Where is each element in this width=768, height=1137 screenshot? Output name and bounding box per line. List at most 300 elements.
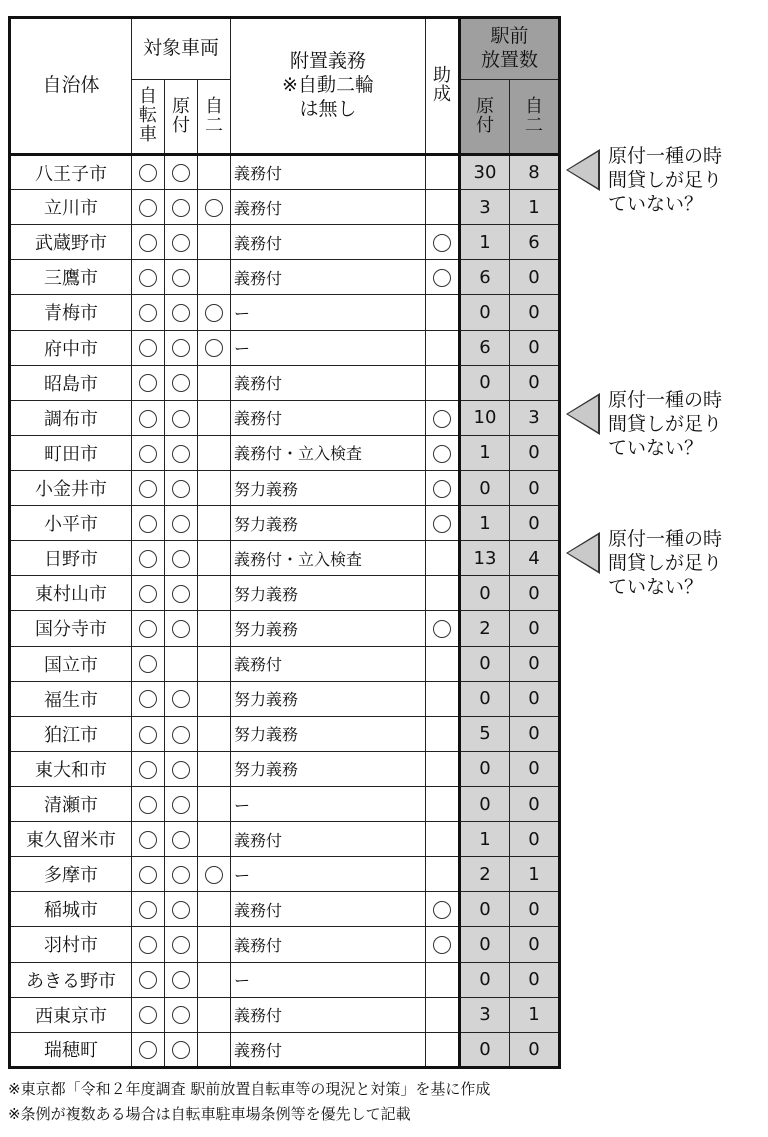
moped-count-cell: 0 bbox=[460, 786, 510, 821]
moped-cell bbox=[165, 611, 198, 646]
moto-count-cell: 1 bbox=[510, 190, 560, 225]
moped-count-cell: 1 bbox=[460, 506, 510, 541]
obligation-cell: 義務付 bbox=[231, 400, 426, 435]
circle-mark bbox=[205, 199, 223, 217]
header-station-abandoned-line2: 放置数 bbox=[481, 49, 539, 71]
circle-mark bbox=[139, 515, 157, 533]
circle-mark bbox=[139, 796, 157, 814]
moto-count-cell: 0 bbox=[510, 260, 560, 295]
moped-count-cell: 0 bbox=[460, 1032, 510, 1067]
circle-mark bbox=[205, 866, 223, 884]
circle-mark bbox=[139, 620, 157, 638]
motorcycle-cell bbox=[198, 751, 231, 786]
moto-count-cell: 3 bbox=[510, 400, 560, 435]
bicycle-cell bbox=[132, 155, 165, 190]
city-cell: 瑞穂町 bbox=[10, 1032, 132, 1067]
city-cell: 小平市 bbox=[10, 506, 132, 541]
city-cell: 小金井市 bbox=[10, 470, 132, 505]
bicycle-cell bbox=[132, 611, 165, 646]
moto-count-cell: 0 bbox=[510, 786, 560, 821]
subsidy-cell bbox=[426, 646, 460, 681]
circle-mark bbox=[172, 550, 190, 568]
moto-count-cell: 0 bbox=[510, 892, 560, 927]
circle-mark bbox=[139, 410, 157, 428]
bicycle-cell bbox=[132, 681, 165, 716]
circle-mark bbox=[172, 515, 190, 533]
moto-count-cell: 8 bbox=[510, 155, 560, 190]
circle-mark bbox=[139, 831, 157, 849]
bicycle-cell bbox=[132, 962, 165, 997]
table-row bbox=[10, 190, 560, 225]
moped-cell bbox=[165, 576, 198, 611]
table-row bbox=[10, 611, 560, 646]
motorcycle-cell bbox=[198, 716, 231, 751]
arrow-fill-icon bbox=[568, 396, 598, 432]
callout-text: 原付一種の時 間貸しが足り ていない？ bbox=[608, 527, 723, 598]
circle-mark bbox=[172, 901, 190, 919]
circle-mark bbox=[139, 1041, 157, 1059]
moped-cell bbox=[165, 892, 198, 927]
bicycle-cell bbox=[132, 260, 165, 295]
table-row bbox=[10, 927, 560, 962]
table-row bbox=[10, 470, 560, 505]
subsidy-cell bbox=[426, 857, 460, 892]
motorcycle-cell bbox=[198, 330, 231, 365]
moped-cell bbox=[165, 365, 198, 400]
obligation-cell: 義務付 bbox=[231, 225, 426, 260]
city-cell: 羽村市 bbox=[10, 927, 132, 962]
subsidy-cell bbox=[426, 611, 460, 646]
table-row bbox=[10, 857, 560, 892]
bicycle-cell bbox=[132, 225, 165, 260]
obligation-cell: 義務付・立入検査 bbox=[231, 435, 426, 470]
moto-count-cell: 0 bbox=[510, 962, 560, 997]
callout-text: 原付一種の時 間貸しが足り ていない？ bbox=[608, 388, 723, 459]
moped-cell bbox=[165, 681, 198, 716]
motorcycle-cell bbox=[198, 506, 231, 541]
motorcycle-cell bbox=[198, 962, 231, 997]
subsidy-cell bbox=[426, 786, 460, 821]
bicycle-cell bbox=[132, 541, 165, 576]
moped-cell bbox=[165, 716, 198, 751]
motorcycle-cell bbox=[198, 190, 231, 225]
moped-count-cell: 0 bbox=[460, 681, 510, 716]
circle-mark bbox=[139, 550, 157, 568]
moped-count-cell: 6 bbox=[460, 330, 510, 365]
moped-cell bbox=[165, 330, 198, 365]
obligation-cell: 努力義務 bbox=[231, 506, 426, 541]
table-row bbox=[10, 400, 560, 435]
circle-mark bbox=[433, 936, 451, 954]
obligation-cell: 義務付 bbox=[231, 190, 426, 225]
motorcycle-cell bbox=[198, 892, 231, 927]
obligation-cell: ー bbox=[231, 786, 426, 821]
moped-count-cell: 0 bbox=[460, 470, 510, 505]
subsidy-cell bbox=[426, 681, 460, 716]
header-moped: 原 付 bbox=[165, 80, 198, 155]
moped-cell bbox=[165, 155, 198, 190]
table-row bbox=[10, 751, 560, 786]
table-row bbox=[10, 330, 560, 365]
moped-count-cell: 6 bbox=[460, 260, 510, 295]
circle-mark bbox=[172, 410, 190, 428]
moped-count-cell: 13 bbox=[460, 541, 510, 576]
moto-count-cell: 0 bbox=[510, 470, 560, 505]
subsidy-cell bbox=[426, 260, 460, 295]
circle-mark bbox=[139, 269, 157, 287]
subsidy-cell bbox=[426, 365, 460, 400]
circle-mark bbox=[433, 410, 451, 428]
circle-mark bbox=[433, 620, 451, 638]
motorcycle-cell bbox=[198, 1032, 231, 1067]
subsidy-cell bbox=[426, 330, 460, 365]
footnote-priority: ※条例が複数ある場合は自転車駐車場条例等を優先して記載 bbox=[8, 1105, 411, 1123]
circle-mark bbox=[433, 480, 451, 498]
circle-mark bbox=[139, 901, 157, 919]
subsidy-cell bbox=[426, 576, 460, 611]
bicycle-cell bbox=[132, 295, 165, 330]
moto-count-cell: 0 bbox=[510, 576, 560, 611]
moped-count-cell: 2 bbox=[460, 857, 510, 892]
obligation-cell: 義務付 bbox=[231, 260, 426, 295]
circle-mark bbox=[139, 1006, 157, 1024]
subsidy-cell bbox=[426, 435, 460, 470]
moped-cell bbox=[165, 822, 198, 857]
subsidy-cell bbox=[426, 997, 460, 1032]
moped-cell bbox=[165, 997, 198, 1032]
circle-mark bbox=[433, 234, 451, 252]
motorcycle-cell bbox=[198, 786, 231, 821]
motorcycle-cell bbox=[198, 857, 231, 892]
city-cell: 清瀬市 bbox=[10, 786, 132, 821]
moped-count-cell: 10 bbox=[460, 400, 510, 435]
city-cell: 青梅市 bbox=[10, 295, 132, 330]
obligation-cell: 努力義務 bbox=[231, 751, 426, 786]
header-municipality: 自治体 bbox=[10, 18, 132, 155]
moto-count-cell: 0 bbox=[510, 751, 560, 786]
city-cell: あきる野市 bbox=[10, 962, 132, 997]
motorcycle-cell bbox=[198, 225, 231, 260]
moped-cell bbox=[165, 435, 198, 470]
obligation-cell: 努力義務 bbox=[231, 716, 426, 751]
obligation-cell: 義務付 bbox=[231, 155, 426, 190]
table-row bbox=[10, 822, 560, 857]
header-moped-count: 原 付 bbox=[460, 80, 510, 155]
header-bicycle: 自 転 車 bbox=[132, 80, 165, 155]
bicycle-cell bbox=[132, 1032, 165, 1067]
moped-count-cell: 0 bbox=[460, 295, 510, 330]
motorcycle-cell bbox=[198, 646, 231, 681]
moped-count-cell: 0 bbox=[460, 365, 510, 400]
motorcycle-cell bbox=[198, 541, 231, 576]
circle-mark bbox=[139, 971, 157, 989]
header-obligation bbox=[231, 18, 426, 155]
city-cell: 稲城市 bbox=[10, 892, 132, 927]
city-cell: 昭島市 bbox=[10, 365, 132, 400]
circle-mark bbox=[172, 761, 190, 779]
moped-cell bbox=[165, 857, 198, 892]
moto-count-cell: 0 bbox=[510, 927, 560, 962]
moto-count-cell: 0 bbox=[510, 646, 560, 681]
moto-count-cell: 0 bbox=[510, 330, 560, 365]
table-row bbox=[10, 541, 560, 576]
subsidy-cell bbox=[426, 751, 460, 786]
moped-count-cell: 1 bbox=[460, 225, 510, 260]
table-row bbox=[10, 681, 560, 716]
circle-mark bbox=[139, 866, 157, 884]
table-row bbox=[10, 365, 560, 400]
table-row bbox=[10, 1032, 560, 1067]
obligation-cell: 努力義務 bbox=[231, 470, 426, 505]
bicycle-cell bbox=[132, 646, 165, 681]
moto-count-cell: 0 bbox=[510, 365, 560, 400]
moped-count-cell: 0 bbox=[460, 927, 510, 962]
moped-cell bbox=[165, 541, 198, 576]
bicycle-cell bbox=[132, 786, 165, 821]
moped-cell bbox=[165, 962, 198, 997]
obligation-cell: 義務付 bbox=[231, 646, 426, 681]
city-cell: 東久留米市 bbox=[10, 822, 132, 857]
footnotes bbox=[8, 1077, 490, 1127]
moped-cell bbox=[165, 646, 198, 681]
circle-mark bbox=[172, 585, 190, 603]
moto-count-cell: 0 bbox=[510, 435, 560, 470]
moto-count-cell: 0 bbox=[510, 295, 560, 330]
moped-count-cell: 3 bbox=[460, 997, 510, 1032]
callout-note bbox=[568, 527, 764, 607]
moped-cell bbox=[165, 260, 198, 295]
obligation-cell: 義務付・立入検査 bbox=[231, 541, 426, 576]
moto-count-cell: 4 bbox=[510, 541, 560, 576]
moped-count-cell: 30 bbox=[460, 155, 510, 190]
subsidy-cell bbox=[426, 225, 460, 260]
city-cell: 武蔵野市 bbox=[10, 225, 132, 260]
obligation-cell: 努力義務 bbox=[231, 681, 426, 716]
moped-count-cell: 2 bbox=[460, 611, 510, 646]
circle-mark bbox=[139, 445, 157, 463]
bicycle-cell bbox=[132, 190, 165, 225]
city-cell: 東村山市 bbox=[10, 576, 132, 611]
moto-count-cell: 1 bbox=[510, 857, 560, 892]
table-row bbox=[10, 295, 560, 330]
bicycle-cell bbox=[132, 751, 165, 786]
table-row bbox=[10, 892, 560, 927]
circle-mark bbox=[172, 866, 190, 884]
motorcycle-cell bbox=[198, 576, 231, 611]
bicycle-cell bbox=[132, 857, 165, 892]
callout-text: 原付一種の時 間貸しが足り ていない？ bbox=[608, 145, 723, 215]
header-station-abandoned-line1: 駅前 bbox=[490, 25, 529, 48]
moto-count-cell: 0 bbox=[510, 611, 560, 646]
bicycle-cell bbox=[132, 330, 165, 365]
circle-mark bbox=[172, 796, 190, 814]
city-cell: 西東京市 bbox=[10, 997, 132, 1032]
circle-mark bbox=[139, 655, 157, 673]
obligation-cell: 努力義務 bbox=[231, 611, 426, 646]
table-row bbox=[10, 997, 560, 1032]
motorcycle-cell bbox=[198, 611, 231, 646]
header-moto-count: 自 二 bbox=[510, 80, 560, 155]
moped-count-cell: 1 bbox=[460, 435, 510, 470]
header-obligation-line1: 附置義務 bbox=[289, 50, 366, 73]
circle-mark bbox=[172, 304, 190, 322]
circle-mark bbox=[433, 269, 451, 287]
moped-count-cell: 0 bbox=[460, 646, 510, 681]
moped-cell bbox=[165, 225, 198, 260]
bicycle-parking-ordinance-table bbox=[8, 16, 561, 1069]
bicycle-cell bbox=[132, 716, 165, 751]
motorcycle-cell bbox=[198, 822, 231, 857]
bicycle-cell bbox=[132, 400, 165, 435]
circle-mark bbox=[172, 1006, 190, 1024]
moped-count-cell: 0 bbox=[460, 576, 510, 611]
subsidy-cell bbox=[426, 470, 460, 505]
subsidy-cell bbox=[426, 927, 460, 962]
city-cell: 福生市 bbox=[10, 681, 132, 716]
moped-count-cell: 3 bbox=[460, 190, 510, 225]
bicycle-cell bbox=[132, 365, 165, 400]
header-motorcycle: 自 二 bbox=[198, 80, 231, 155]
subsidy-cell bbox=[426, 541, 460, 576]
obligation-cell: 義務付 bbox=[231, 822, 426, 857]
subsidy-cell bbox=[426, 506, 460, 541]
obligation-cell: ー bbox=[231, 330, 426, 365]
bicycle-cell bbox=[132, 927, 165, 962]
subsidy-cell bbox=[426, 190, 460, 225]
circle-mark bbox=[172, 620, 190, 638]
table-row bbox=[10, 506, 560, 541]
circle-mark bbox=[433, 901, 451, 919]
subsidy-cell bbox=[426, 295, 460, 330]
city-cell: 多摩市 bbox=[10, 857, 132, 892]
bicycle-cell bbox=[132, 435, 165, 470]
city-cell: 国立市 bbox=[10, 646, 132, 681]
header-obligation-line2: ※自動二輪 bbox=[282, 74, 374, 97]
circle-mark bbox=[172, 690, 190, 708]
circle-mark bbox=[205, 339, 223, 357]
moped-count-cell: 0 bbox=[460, 892, 510, 927]
moto-count-cell: 6 bbox=[510, 225, 560, 260]
table-row bbox=[10, 225, 560, 260]
motorcycle-cell bbox=[198, 997, 231, 1032]
bicycle-cell bbox=[132, 892, 165, 927]
table-row bbox=[10, 435, 560, 470]
circle-mark bbox=[172, 269, 190, 287]
circle-mark bbox=[139, 374, 157, 392]
obligation-cell: 義務付 bbox=[231, 365, 426, 400]
subsidy-cell bbox=[426, 822, 460, 857]
circle-mark bbox=[433, 515, 451, 533]
circle-mark bbox=[172, 164, 190, 182]
moto-count-cell: 1 bbox=[510, 997, 560, 1032]
arrow-fill-icon bbox=[568, 152, 598, 188]
moto-count-cell: 0 bbox=[510, 822, 560, 857]
circle-mark bbox=[172, 971, 190, 989]
circle-mark bbox=[139, 234, 157, 252]
header-subsidy: 助 成 bbox=[426, 18, 460, 155]
circle-mark bbox=[172, 234, 190, 252]
subsidy-cell bbox=[426, 1032, 460, 1067]
motorcycle-cell bbox=[198, 927, 231, 962]
moped-count-cell: 0 bbox=[460, 962, 510, 997]
moped-cell bbox=[165, 506, 198, 541]
callout-note bbox=[568, 388, 764, 468]
circle-mark bbox=[172, 199, 190, 217]
motorcycle-cell bbox=[198, 470, 231, 505]
city-cell: 八王子市 bbox=[10, 155, 132, 190]
table-row bbox=[10, 576, 560, 611]
table-row bbox=[10, 716, 560, 751]
obligation-cell: 努力義務 bbox=[231, 576, 426, 611]
city-cell: 調布市 bbox=[10, 400, 132, 435]
moped-cell bbox=[165, 470, 198, 505]
city-cell: 東大和市 bbox=[10, 751, 132, 786]
circle-mark bbox=[139, 199, 157, 217]
circle-mark bbox=[139, 761, 157, 779]
moped-cell bbox=[165, 751, 198, 786]
table-row bbox=[10, 155, 560, 190]
circle-mark bbox=[139, 726, 157, 744]
city-cell: 町田市 bbox=[10, 435, 132, 470]
header-station-abandoned bbox=[460, 18, 560, 80]
table-row bbox=[10, 962, 560, 997]
circle-mark bbox=[172, 374, 190, 392]
circle-mark bbox=[139, 690, 157, 708]
subsidy-cell bbox=[426, 892, 460, 927]
table-row bbox=[10, 260, 560, 295]
motorcycle-cell bbox=[198, 295, 231, 330]
circle-mark bbox=[139, 585, 157, 603]
subsidy-cell bbox=[426, 400, 460, 435]
circle-mark bbox=[172, 1041, 190, 1059]
obligation-cell: 義務付 bbox=[231, 927, 426, 962]
city-cell: 日野市 bbox=[10, 541, 132, 576]
circle-mark bbox=[172, 480, 190, 498]
city-cell: 立川市 bbox=[10, 190, 132, 225]
moped-count-cell: 0 bbox=[460, 751, 510, 786]
bicycle-cell bbox=[132, 506, 165, 541]
motorcycle-cell bbox=[198, 435, 231, 470]
arrow-fill-icon bbox=[568, 535, 598, 571]
moped-cell bbox=[165, 927, 198, 962]
moto-count-cell: 0 bbox=[510, 716, 560, 751]
motorcycle-cell bbox=[198, 260, 231, 295]
moped-count-cell: 5 bbox=[460, 716, 510, 751]
table-row bbox=[10, 646, 560, 681]
motorcycle-cell bbox=[198, 365, 231, 400]
circle-mark bbox=[172, 445, 190, 463]
header-obligation-line3: は無し bbox=[299, 97, 357, 120]
city-cell: 府中市 bbox=[10, 330, 132, 365]
bicycle-cell bbox=[132, 470, 165, 505]
bicycle-cell bbox=[132, 822, 165, 857]
circle-mark bbox=[172, 339, 190, 357]
circle-mark bbox=[172, 831, 190, 849]
circle-mark bbox=[433, 445, 451, 463]
moped-cell bbox=[165, 190, 198, 225]
city-cell: 三鷹市 bbox=[10, 260, 132, 295]
motorcycle-cell bbox=[198, 681, 231, 716]
moped-count-cell: 1 bbox=[460, 822, 510, 857]
circle-mark bbox=[205, 304, 223, 322]
city-cell: 国分寺市 bbox=[10, 611, 132, 646]
obligation-cell: ー bbox=[231, 295, 426, 330]
subsidy-cell bbox=[426, 155, 460, 190]
circle-mark bbox=[172, 726, 190, 744]
moto-count-cell: 0 bbox=[510, 1032, 560, 1067]
moped-cell bbox=[165, 400, 198, 435]
city-cell: 狛江市 bbox=[10, 716, 132, 751]
